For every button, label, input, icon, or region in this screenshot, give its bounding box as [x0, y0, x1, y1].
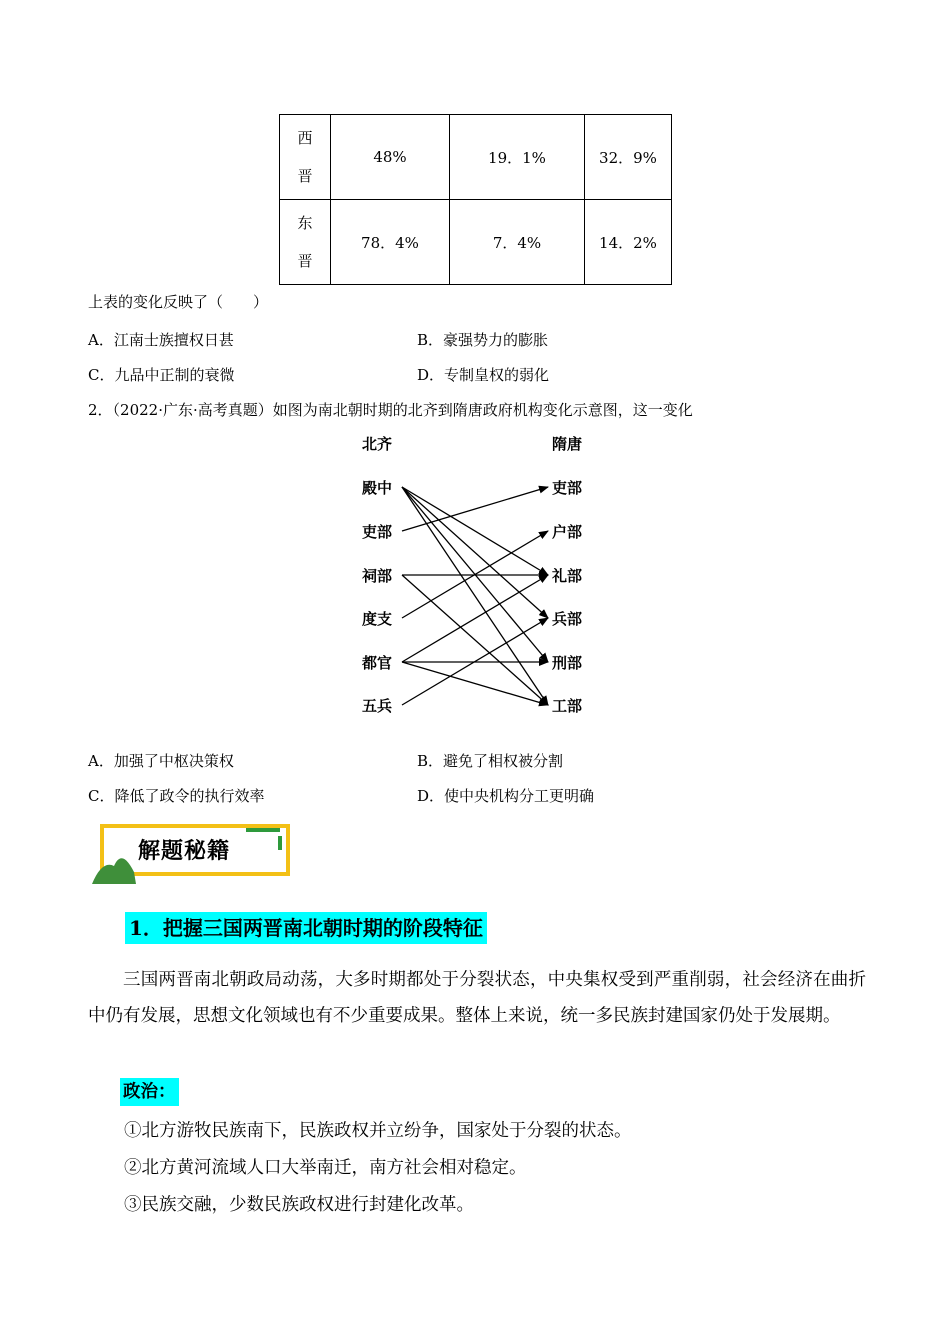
link-dianzhong-bingbu — [402, 487, 548, 618]
table-row — [280, 115, 672, 200]
diagram-right-header: 隋唐 — [552, 435, 583, 453]
link-dianzhong-libu — [402, 487, 548, 575]
q2-option-c[interactable]: C．降低了政令的执行效率 — [88, 787, 265, 805]
table-cell: 19．1% — [450, 115, 585, 200]
q2-option-b[interactable]: B．避免了相权被分割 — [417, 752, 564, 770]
left-node-wubing: 五兵 — [362, 697, 393, 715]
right-node-libu-personnel: 吏部 — [552, 479, 583, 497]
right-node-xingbu: 刑部 — [552, 654, 583, 672]
table-row — [280, 200, 672, 285]
left-node-duzhi: 度支 — [362, 610, 393, 628]
list-item: ②北方黄河流域人口大举南迁，南方社会相对稳定。 — [124, 1158, 527, 1178]
list-item: ①北方游牧民族南下，民族政权并立纷争，国家处于分裂的状态。 — [124, 1121, 632, 1141]
q1-option-c[interactable]: C．九品中正制的衰微 — [88, 366, 235, 384]
table-cell: 7．4% — [450, 200, 585, 285]
left-node-libu: 吏部 — [362, 523, 393, 541]
q2-option-a[interactable]: A．加强了中枢决策权 — [88, 752, 234, 770]
table-cell: 48% — [331, 115, 450, 200]
right-node-libu-rites: 礼部 — [552, 567, 583, 585]
data-table — [279, 114, 672, 285]
diagram-left-header: 北齐 — [362, 435, 393, 453]
row-label-west-jin: 西 晋 — [280, 115, 331, 200]
solution-tips-banner — [90, 820, 298, 886]
politics-label: 政治： — [120, 1078, 179, 1106]
left-node-cibu: 祠部 — [362, 567, 393, 585]
list-item: ③民族交融，少数民族政权进行封建化改革。 — [124, 1195, 474, 1215]
q1-option-d[interactable]: D．专制皇权的弱化 — [417, 366, 550, 384]
q1-stem: 上表的变化反映了（ ） — [88, 293, 269, 311]
row-label-east-jin: 东 晋 — [280, 200, 331, 285]
left-node-dianzhong: 殿中 — [362, 479, 393, 497]
link-dianzhong-gongbu — [402, 487, 548, 705]
table-cell: 14．2% — [585, 200, 672, 285]
table-cell: 78．4% — [331, 200, 450, 285]
right-node-gongbu: 工部 — [552, 697, 583, 715]
q1-option-a[interactable]: A．江南士族擅权日甚 — [88, 331, 234, 349]
table-cell: 32．9% — [585, 115, 672, 200]
link-duguan-gongbu — [402, 662, 548, 705]
link-libu-libu — [402, 487, 548, 531]
left-node-duguan: 都官 — [362, 654, 393, 672]
section-intro: 三国两晋南北朝政局动荡，大多时期都处于分裂状态，中央集权受到严重削弱，社会经济在曲折中仍有发展，思想文化领域也有不少重要成果。整体上来说，统一多民族封建国家仍处于发展期。 — [88, 970, 866, 1026]
section-heading: 1．把握三国两晋南北朝时期的阶段特征 — [125, 912, 487, 944]
right-node-bingbu: 兵部 — [552, 610, 583, 628]
right-node-hubu: 户部 — [552, 523, 583, 541]
link-cibu-gongbu — [402, 575, 548, 705]
banner-title: 解题秘籍 — [138, 839, 231, 864]
q1-option-b[interactable]: B．豪强势力的膨胀 — [417, 331, 549, 349]
q2-stem: 2．（2022·广东·高考真题）如图为南北朝时期的北齐到隋唐政府机构变化示意图，这一变化 — [88, 401, 693, 419]
link-duguan-libu — [402, 575, 548, 662]
q2-option-d[interactable]: D．使中央机构分工更明确 — [417, 787, 595, 805]
institution-change-diagram — [340, 425, 620, 725]
